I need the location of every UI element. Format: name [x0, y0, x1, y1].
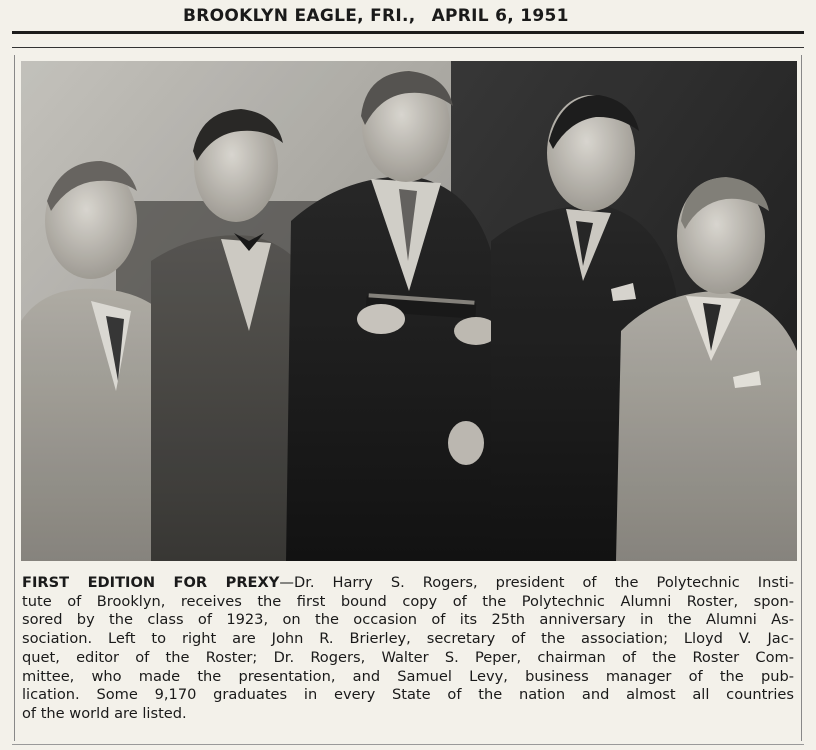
caption-line-3: sored by the class of 1923, on the occasion of its 25th anniversary in the Alumni As- — [22, 611, 794, 629]
header-rule-thick — [12, 31, 804, 34]
caption-headline: FIRST EDITION FOR PREXY — [22, 574, 280, 591]
caption-line-5: quet, editor of the Roster; Dr. Rogers, Walter S. Peper, chairman of the Roster Com- — [22, 648, 794, 666]
caption-line-4: sociation. Left to right are John R. Brierley, secretary of the association; Lloyd V. Jac- — [22, 630, 794, 648]
caption-line-6: mittee, who made the presentation, and Samuel Levy, business manager of the pub- — [22, 667, 794, 685]
caption-line-1 — [22, 574, 794, 593]
newspaper-header — [0, 4, 816, 32]
header-rule-thin — [12, 47, 804, 48]
header-line — [183, 6, 569, 26]
bottom-rule — [12, 744, 804, 745]
caption-line-7: lication. Some 9,170 graduates in every State of the nation and almost all countries — [22, 686, 794, 704]
publication-date: APRIL 6, 1951 — [431, 6, 569, 26]
photo-caption — [22, 574, 794, 724]
photo-grain — [21, 61, 797, 561]
caption-text-1: —Dr. Harry S. Rogers, president of the Polytechnic Insti- — [279, 574, 794, 591]
photo-illustration — [21, 61, 797, 561]
caption-line-2: tute of Brooklyn, receives the first bound copy of the Polytechnic Alumni Roster, spon- — [22, 592, 794, 610]
publication-name: BROOKLYN EAGLE, FRI., — [183, 6, 416, 26]
news-photograph — [21, 61, 797, 561]
caption-line-8: of the world are listed. — [22, 704, 187, 722]
